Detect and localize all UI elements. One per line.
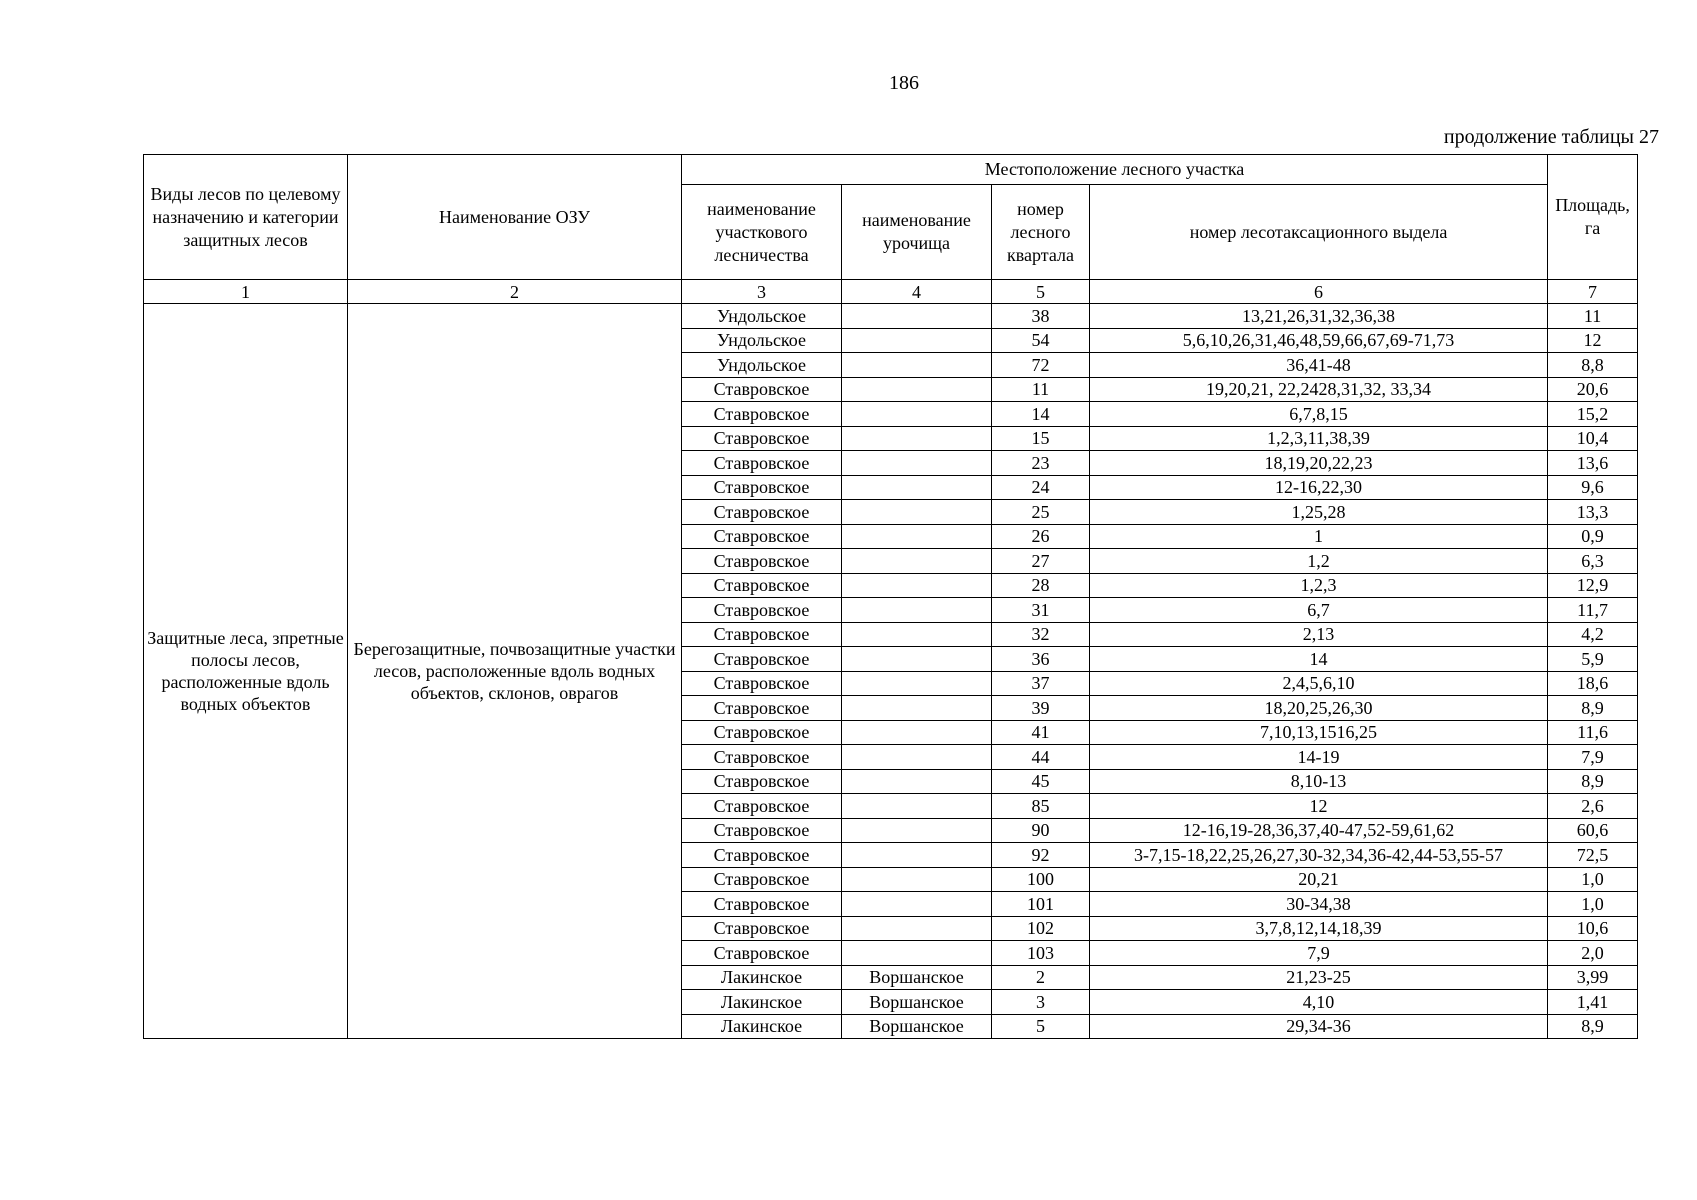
cell-tract: [842, 549, 992, 574]
cell-area: 8,9: [1548, 696, 1638, 721]
cell-quarter: 54: [992, 328, 1090, 353]
cell-allotments: 6,7: [1090, 598, 1548, 623]
cell-forestry: Ставровское: [682, 524, 842, 549]
cell-allotments: 7,9: [1090, 941, 1548, 966]
cell-forestry: Ставровское: [682, 745, 842, 770]
column-number: 2: [348, 280, 682, 304]
cell-quarter: 23: [992, 451, 1090, 476]
cell-area: 2,6: [1548, 794, 1638, 819]
cell-area: 12,9: [1548, 573, 1638, 598]
cell-forestry: Ставровское: [682, 377, 842, 402]
cell-tract: [842, 426, 992, 451]
cell-forestry: Ставровское: [682, 696, 842, 721]
cell-area: 10,6: [1548, 916, 1638, 941]
cell-allotments: 19,20,21, 22,2428,31,32, 33,34: [1090, 377, 1548, 402]
cell-tract: [842, 671, 992, 696]
cell-allotments: 20,21: [1090, 867, 1548, 892]
cell-tract: [842, 524, 992, 549]
forest-table: [143, 154, 1638, 1039]
cell-allotments: 3,7,8,12,14,18,39: [1090, 916, 1548, 941]
cell-area: 7,9: [1548, 745, 1638, 770]
cell-quarter: 3: [992, 990, 1090, 1015]
cell-quarter: 38: [992, 304, 1090, 329]
cell-allotments: 7,10,13,1516,25: [1090, 720, 1548, 745]
cell-area: 20,6: [1548, 377, 1638, 402]
column-number: 1: [144, 280, 348, 304]
cell-quarter: 24: [992, 475, 1090, 500]
cell-area: 15,2: [1548, 402, 1638, 427]
cell-quarter: 5: [992, 1014, 1090, 1039]
cell-quarter: 41: [992, 720, 1090, 745]
cell-forestry: Ставровское: [682, 549, 842, 574]
cell-quarter: 72: [992, 353, 1090, 378]
cell-quarter: 45: [992, 769, 1090, 794]
cell-forestry: Лакинское: [682, 990, 842, 1015]
header-ozu-name: Наименование ОЗУ: [348, 155, 682, 280]
table-continuation-label: продолжение таблицы 27: [1443, 126, 1659, 148]
cell-ozu-name: Берегозащитные, почвозащитные участки лесов, расположенные вдоль водных объектов, склонов, оврагов: [348, 304, 682, 1039]
cell-quarter: 15: [992, 426, 1090, 451]
cell-tract: [842, 328, 992, 353]
cell-tract: [842, 475, 992, 500]
cell-allotments: 21,23-25: [1090, 965, 1548, 990]
cell-quarter: 92: [992, 843, 1090, 868]
cell-quarter: 28: [992, 573, 1090, 598]
header-location-group: Местоположение лесного участка: [682, 155, 1548, 185]
cell-area: 11,7: [1548, 598, 1638, 623]
cell-area: 3,99: [1548, 965, 1638, 990]
cell-quarter: 100: [992, 867, 1090, 892]
cell-allotments: 1,25,28: [1090, 500, 1548, 525]
cell-tract: Воршанское: [842, 965, 992, 990]
cell-allotments: 4,10: [1090, 990, 1548, 1015]
cell-allotments: 30-34,38: [1090, 892, 1548, 917]
cell-forestry: Ставровское: [682, 941, 842, 966]
cell-forestry: Ундольское: [682, 328, 842, 353]
cell-allotments: 2,4,5,6,10: [1090, 671, 1548, 696]
cell-quarter: 101: [992, 892, 1090, 917]
cell-quarter: 14: [992, 402, 1090, 427]
cell-quarter: 37: [992, 671, 1090, 696]
cell-allotments: 12-16,19-28,36,37,40-47,52-59,61,62: [1090, 818, 1548, 843]
cell-allotments: 1,2,3: [1090, 573, 1548, 598]
cell-allotments: 8,10-13: [1090, 769, 1548, 794]
cell-allotments: 13,21,26,31,32,36,38: [1090, 304, 1548, 329]
cell-allotments: 6,7,8,15: [1090, 402, 1548, 427]
cell-allotments: 36,41-48: [1090, 353, 1548, 378]
cell-quarter: 90: [992, 818, 1090, 843]
cell-tract: Воршанское: [842, 1014, 992, 1039]
cell-allotments: 1,2: [1090, 549, 1548, 574]
cell-forestry: Ставровское: [682, 426, 842, 451]
cell-area: 8,9: [1548, 769, 1638, 794]
cell-area: 13,3: [1548, 500, 1638, 525]
header-forest-type: Виды лесов по целевому назначению и категории защитных лесов: [144, 155, 348, 280]
cell-tract: [842, 745, 992, 770]
cell-quarter: 39: [992, 696, 1090, 721]
cell-quarter: 32: [992, 622, 1090, 647]
cell-forestry: Ставровское: [682, 475, 842, 500]
cell-forestry: Ставровское: [682, 867, 842, 892]
cell-forestry: Ставровское: [682, 622, 842, 647]
cell-forestry: Ставровское: [682, 598, 842, 623]
cell-tract: [842, 818, 992, 843]
cell-quarter: 11: [992, 377, 1090, 402]
cell-tract: [842, 916, 992, 941]
cell-area: 1,0: [1548, 892, 1638, 917]
cell-forest-type: Защитные леса, зпретные полосы лесов, расположенные вдоль водных объектов: [144, 304, 348, 1039]
cell-area: 13,6: [1548, 451, 1638, 476]
cell-forestry: Ставровское: [682, 573, 842, 598]
cell-tract: [842, 451, 992, 476]
cell-forestry: Ставровское: [682, 843, 842, 868]
cell-quarter: 31: [992, 598, 1090, 623]
cell-tract: [842, 720, 992, 745]
cell-allotments: 12-16,22,30: [1090, 475, 1548, 500]
cell-quarter: 2: [992, 965, 1090, 990]
cell-forestry: Ставровское: [682, 720, 842, 745]
cell-forestry: Ставровское: [682, 671, 842, 696]
cell-allotments: 2,13: [1090, 622, 1548, 647]
cell-tract: [842, 843, 992, 868]
cell-allotments: 5,6,10,26,31,46,48,59,66,67,69-71,73: [1090, 328, 1548, 353]
cell-forestry: Ставровское: [682, 794, 842, 819]
cell-tract: [842, 892, 992, 917]
header-forestry: наименование участкового лесничества: [682, 185, 842, 280]
cell-forestry: Ундольское: [682, 304, 842, 329]
cell-tract: [842, 696, 992, 721]
cell-area: 1,0: [1548, 867, 1638, 892]
cell-allotments: 29,34-36: [1090, 1014, 1548, 1039]
cell-tract: [842, 794, 992, 819]
cell-area: 18,6: [1548, 671, 1638, 696]
cell-quarter: 44: [992, 745, 1090, 770]
cell-area: 11: [1548, 304, 1638, 329]
cell-forestry: Лакинское: [682, 1014, 842, 1039]
cell-tract: [842, 941, 992, 966]
cell-allotments: 3-7,15-18,22,25,26,27,30-32,34,36-42,44-53,55-57: [1090, 843, 1548, 868]
column-number: 6: [1090, 280, 1548, 304]
cell-tract: Воршанское: [842, 990, 992, 1015]
cell-quarter: 25: [992, 500, 1090, 525]
cell-area: 5,9: [1548, 647, 1638, 672]
cell-tract: [842, 573, 992, 598]
cell-allotments: 1: [1090, 524, 1548, 549]
cell-area: 8,9: [1548, 1014, 1638, 1039]
cell-tract: [842, 769, 992, 794]
cell-tract: [842, 647, 992, 672]
cell-forestry: Ставровское: [682, 892, 842, 917]
cell-forestry: Ставровское: [682, 769, 842, 794]
cell-quarter: 27: [992, 549, 1090, 574]
cell-allotments: 14-19: [1090, 745, 1548, 770]
cell-area: 72,5: [1548, 843, 1638, 868]
cell-quarter: 36: [992, 647, 1090, 672]
cell-allotments: 12: [1090, 794, 1548, 819]
cell-area: 2,0: [1548, 941, 1638, 966]
cell-area: 4,2: [1548, 622, 1638, 647]
cell-tract: [842, 353, 992, 378]
cell-area: 0,9: [1548, 524, 1638, 549]
cell-tract: [842, 867, 992, 892]
column-number: 5: [992, 280, 1090, 304]
cell-area: 60,6: [1548, 818, 1638, 843]
header-quarter: номер лесного квартала: [992, 185, 1090, 280]
cell-tract: [842, 377, 992, 402]
cell-quarter: 103: [992, 941, 1090, 966]
header-tract: наименование урочища: [842, 185, 992, 280]
column-number-row: [144, 280, 1638, 304]
cell-tract: [842, 598, 992, 623]
cell-area: 8,8: [1548, 353, 1638, 378]
cell-forestry: Лакинское: [682, 965, 842, 990]
cell-forestry: Ставровское: [682, 402, 842, 427]
table-row: [144, 304, 1638, 329]
cell-area: 12: [1548, 328, 1638, 353]
cell-area: 6,3: [1548, 549, 1638, 574]
cell-forestry: Ставровское: [682, 647, 842, 672]
cell-allotments: 14: [1090, 647, 1548, 672]
cell-allotments: 18,20,25,26,30: [1090, 696, 1548, 721]
cell-area: 10,4: [1548, 426, 1638, 451]
column-number: 7: [1548, 280, 1638, 304]
cell-allotments: 18,19,20,22,23: [1090, 451, 1548, 476]
column-number: 4: [842, 280, 992, 304]
cell-quarter: 26: [992, 524, 1090, 549]
cell-area: 9,6: [1548, 475, 1638, 500]
cell-tract: [842, 304, 992, 329]
header-area: Площадь, га: [1548, 155, 1638, 280]
page-number: 186: [889, 72, 919, 94]
cell-forestry: Ундольское: [682, 353, 842, 378]
cell-tract: [842, 402, 992, 427]
cell-quarter: 102: [992, 916, 1090, 941]
cell-tract: [842, 500, 992, 525]
cell-area: 1,41: [1548, 990, 1638, 1015]
cell-area: 11,6: [1548, 720, 1638, 745]
cell-forestry: Ставровское: [682, 451, 842, 476]
cell-tract: [842, 622, 992, 647]
cell-allotments: 1,2,3,11,38,39: [1090, 426, 1548, 451]
column-number: 3: [682, 280, 842, 304]
header-allotments: номер лесотаксационного выдела: [1090, 185, 1548, 280]
cell-forestry: Ставровское: [682, 916, 842, 941]
cell-forestry: Ставровское: [682, 500, 842, 525]
cell-quarter: 85: [992, 794, 1090, 819]
cell-forestry: Ставровское: [682, 818, 842, 843]
